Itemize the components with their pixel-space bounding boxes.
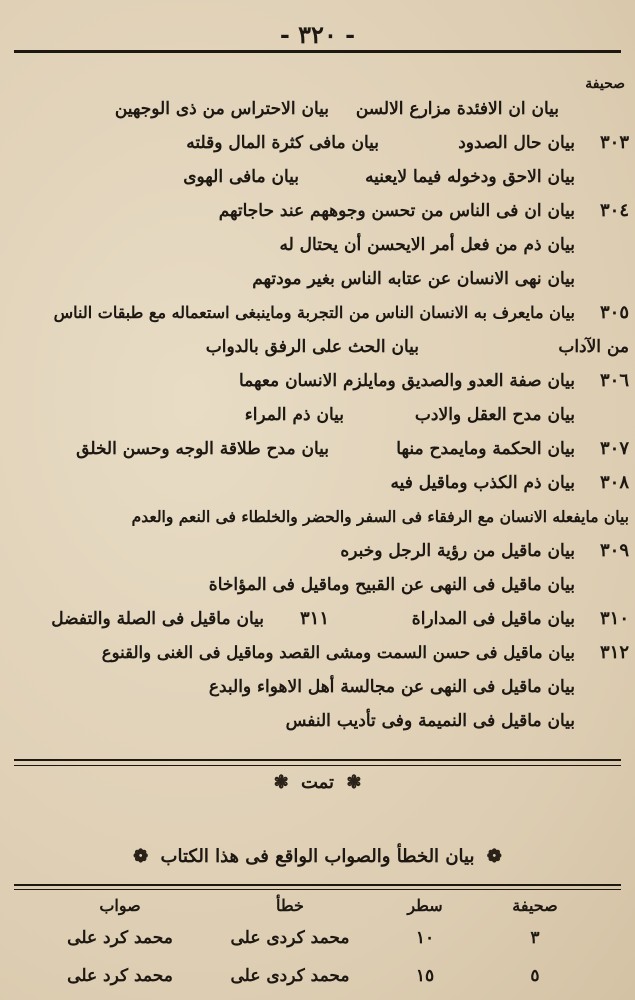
list-item [9, 398, 629, 432]
entry-page-number: ٣٠٧ [599, 438, 629, 459]
errata-table-header [0, 896, 635, 926]
header-page: صحيفة [512, 896, 558, 915]
entry-title: بيان ان فى الناس من تحسن وجوههم عند حاجاتهم [218, 201, 575, 221]
ornament-icon: ❁ [486, 846, 502, 867]
end-marker [0, 772, 635, 793]
entry-page-number: ٣٠٣ [599, 132, 629, 153]
entry-page-number: ٣٠٤ [599, 200, 629, 221]
entry-title: بيان مايفعله الانسان مع الرفقاء فى السفر والحضر والخلطاء فى النعم والعدم [131, 507, 629, 526]
page-number: - ٣٢٠ - [279, 20, 356, 49]
list-item [9, 602, 629, 636]
entry-title: من الآداب [558, 337, 629, 357]
list-item [9, 126, 629, 160]
entry-title: بيان نهى الانسان عن عتابه الناس بغير مودتهم [252, 269, 575, 289]
entry-title: بيان ذم الكذب وماقيل فيه [390, 473, 575, 493]
cell-line: ١٥ [415, 966, 435, 986]
entry-title-secondary: بيان ذم المراء [244, 405, 344, 425]
list-item [9, 500, 629, 534]
table-row [0, 928, 635, 958]
ornament-icon: ❃ [273, 772, 289, 793]
list-item [9, 194, 629, 228]
list-item [9, 432, 629, 466]
table-row [0, 966, 635, 996]
entry-title: بيان ماقيل من رؤية الرجل وخبره [340, 541, 575, 561]
list-item [9, 568, 629, 602]
errata-heading-text: بيان الخطأ والصواب الواقع فى هذا الكتاب [160, 846, 475, 867]
entry-title-secondary: بيان مافى كثرة المال وقلته [186, 133, 379, 153]
cell-right: محمد كرد على [67, 928, 173, 948]
section-rule-thin [14, 765, 621, 766]
list-item [9, 330, 629, 364]
entry-page-number: ٣١٠ [599, 608, 629, 629]
table-top-rule [14, 884, 621, 886]
entry-title-secondary: بيان ماقيل فى الصلة والتفضل [51, 609, 264, 629]
entry-title-secondary: بيان الاحتراس من ذى الوجهين [114, 99, 329, 119]
list-item [9, 466, 629, 500]
entry-title: بيان الاحق ودخوله فيما لايعنيه [365, 167, 575, 187]
list-item [9, 228, 629, 262]
entry-title-secondary: بيان مدح طلاقة الوجه وحسن الخلق [76, 439, 329, 459]
list-item [9, 364, 629, 398]
entry-title: بيان مايعرف به الانسان الناس من التجربة وماينبغى استعماله مع طبقات الناس [53, 303, 575, 322]
cell-right: محمد كرد على [67, 966, 173, 986]
entry-title: بيان ماقيل فى النميمة وفى تأديب النفس [285, 711, 575, 731]
table-top-rule-thin [14, 889, 621, 890]
cell-line: ١٠ [415, 928, 435, 948]
list-item [9, 670, 629, 704]
list-item [9, 636, 629, 670]
entry-title: بيان ذم من فعل أمر الايحسن أن يحتال له [279, 235, 575, 255]
section-rule [14, 759, 621, 761]
entry-page-number-secondary: ٣١١ [299, 608, 329, 629]
list-item [9, 296, 629, 330]
entry-title: بيان ماقيل فى النهى عن مجالسة أهل الاهواء والبدع [208, 677, 575, 697]
entry-page-number: ٣٠٨ [599, 472, 629, 493]
entry-title: بيان حال الصدود [458, 133, 575, 153]
entry-title: بيان مدح العقل والادب [414, 405, 575, 425]
header-line: سطر [407, 896, 443, 915]
contents-list [9, 92, 629, 738]
entry-page-number: ٣٠٥ [599, 302, 629, 323]
header-wrong: خطأ [276, 896, 304, 915]
list-item [9, 534, 629, 568]
entry-page-number: ٣٠٦ [599, 370, 629, 391]
list-item [9, 704, 629, 738]
entry-page-number: ٣٠٩ [599, 540, 629, 561]
list-item [9, 160, 629, 194]
cell-page: ٣ [530, 928, 540, 948]
cell-wrong: محمد كردى على [230, 928, 350, 948]
header-rule [14, 50, 621, 53]
ornament-icon: ❁ [133, 846, 149, 867]
entry-title: بيان ماقيل فى حسن السمت ومشى القصد وماقيل فى الغنى والقنوع [101, 643, 575, 662]
ornament-icon: ❃ [346, 772, 362, 793]
end-marker-text: تمت [300, 772, 335, 793]
cell-wrong: محمد كردى على [230, 966, 350, 986]
entry-title-secondary: بيان الحث على الرفق بالدواب [205, 337, 419, 357]
list-item [9, 92, 629, 126]
entry-title: بيان ماقيل فى النهى عن القبيح وماقيل فى المؤاخاة [208, 575, 575, 595]
column-heading: صحيفة [585, 76, 625, 92]
entry-title: بيان الحكمة ومايمدح منها [396, 439, 575, 459]
entry-page-number: ٣١٢ [599, 642, 629, 663]
list-item [9, 262, 629, 296]
errata-heading [0, 846, 635, 867]
entry-title: بيان ان الافئدة مزارع الالسن [355, 99, 559, 119]
entry-title: بيان صفة العدو والصديق ومايلزم الانسان معهما [239, 371, 575, 391]
entry-title: بيان ماقيل فى المداراة [411, 609, 575, 629]
header-right: صواب [99, 896, 141, 915]
entry-title-secondary: بيان مافى الهوى [183, 167, 299, 187]
cell-page: ٥ [530, 966, 540, 986]
